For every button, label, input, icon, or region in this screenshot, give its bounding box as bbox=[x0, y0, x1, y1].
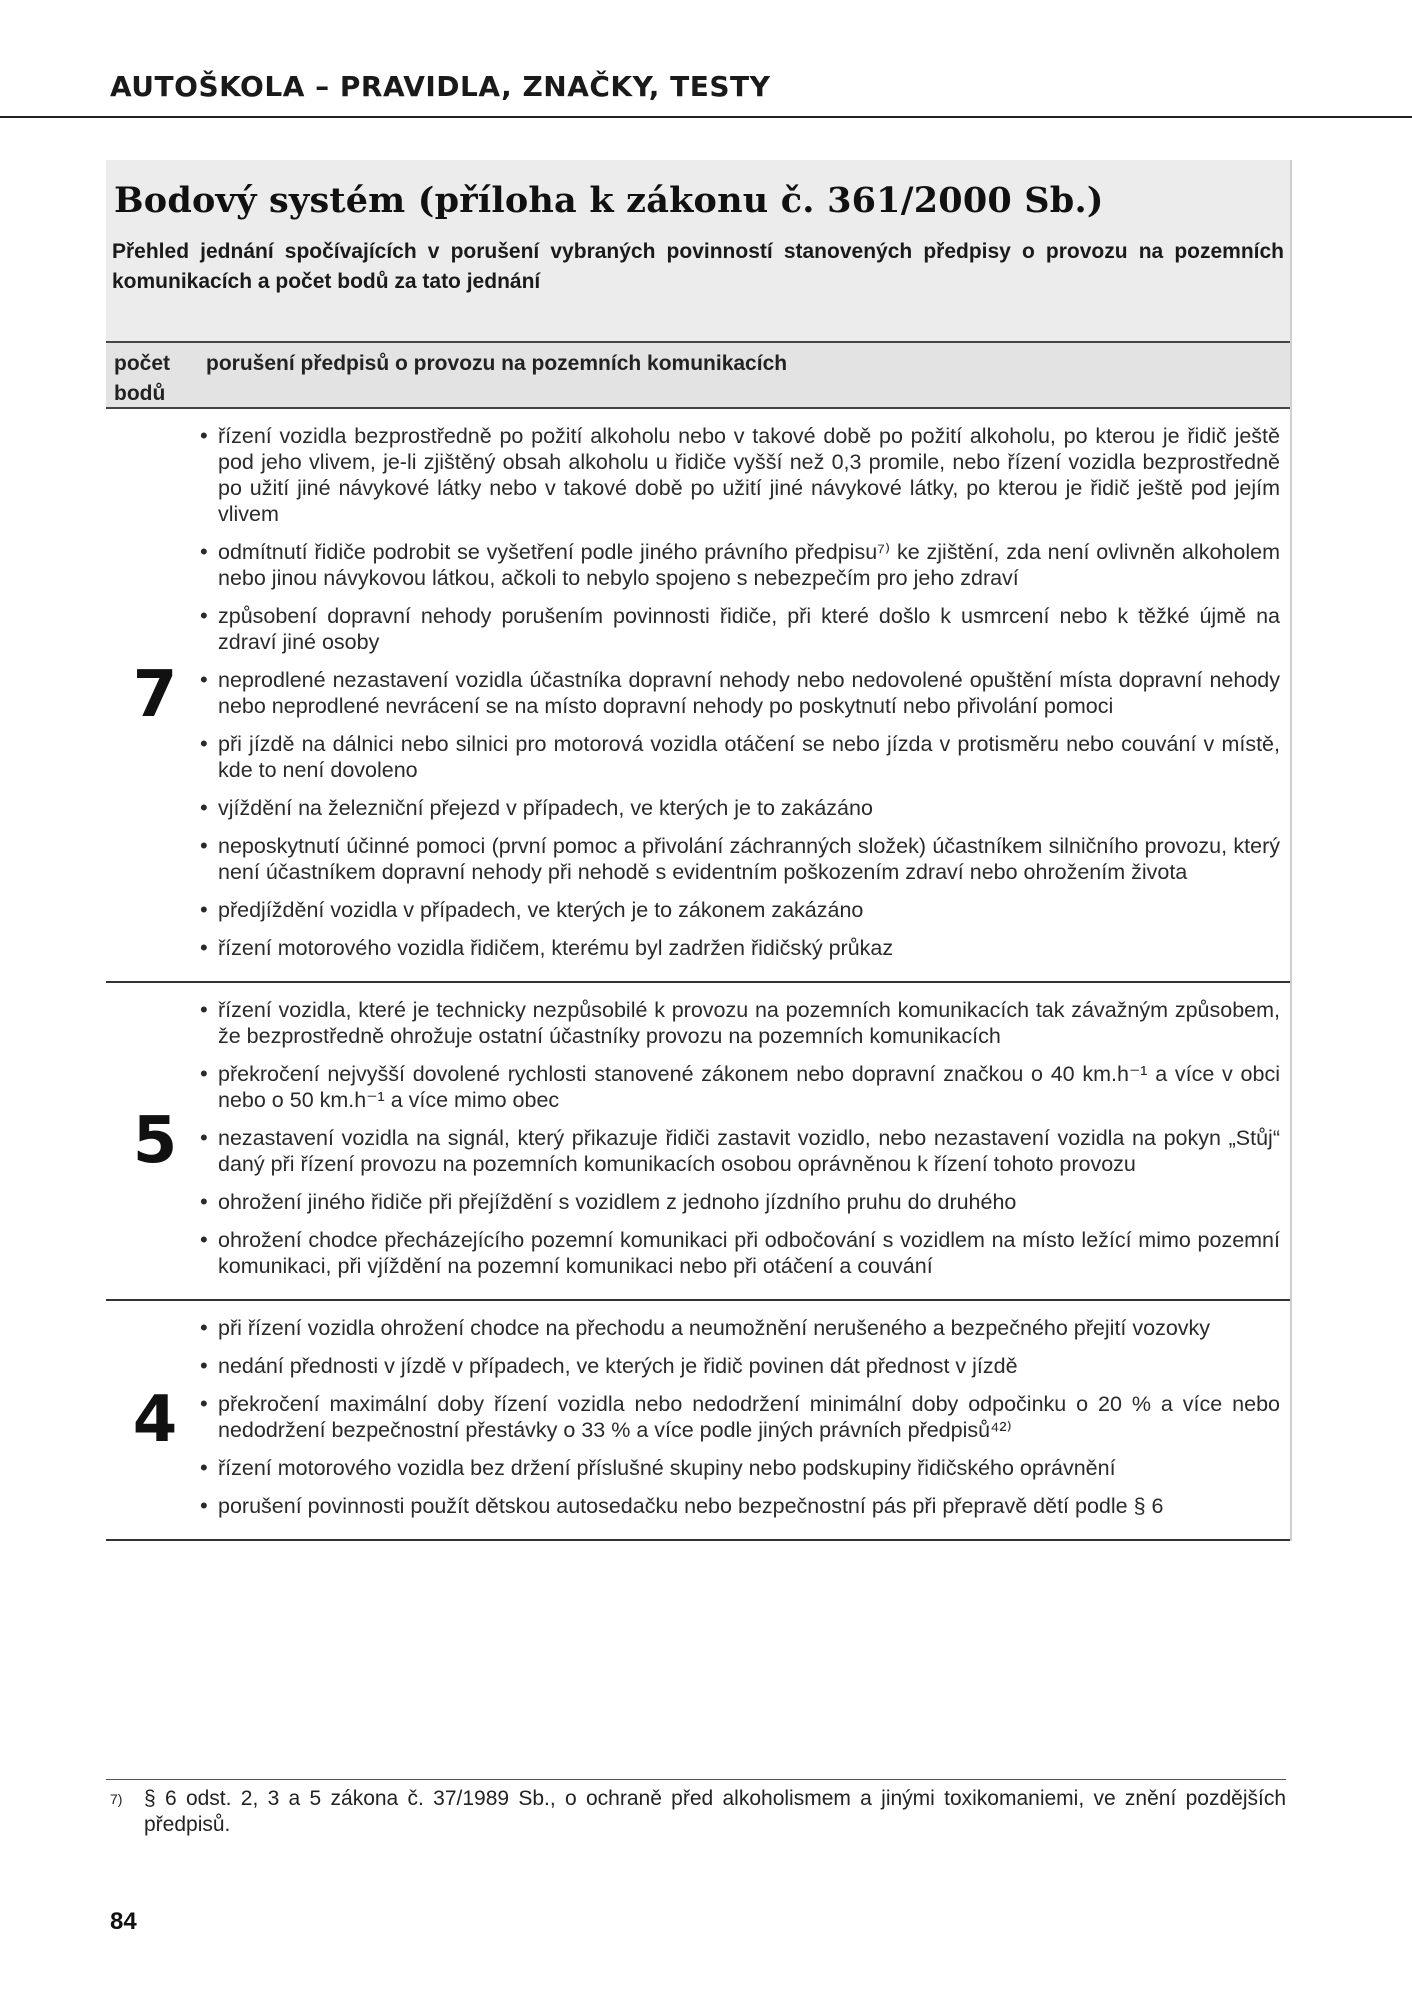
violation-item: • odmítnutí řidiče podrobit se vyšetření podle jiného právního předpisu⁷⁾ ke zjištění, zda není ovlivněn alkoholem nebo jinou návykovou látkou, ačkoli to nebylo spojeno s nebezpečím pro jeho zdraví bbox=[200, 539, 1280, 591]
points-value: 5 bbox=[132, 1104, 178, 1178]
points-section-4 bbox=[106, 1301, 1290, 1541]
violation-item: • ohrožení chodce přecházejícího pozemní komunikaci při odbočování s vozidlem na místo ležící mimo pozemní komunikaci, při vjíždění na pozemní komunikaci nebo při otáčení a couvání bbox=[200, 1227, 1280, 1279]
running-head: AUTOŠKOLA – PRAVIDLA, ZNAČKY, TESTY bbox=[110, 70, 771, 103]
points-header-line1: počet bbox=[114, 352, 171, 375]
violation-item: • při jízdě na dálnici nebo silnici pro motorová vozidla otáčení se nebo jízda v protisměru nebo couvání v místě, kde to není dovoleno bbox=[200, 731, 1280, 783]
table-header bbox=[106, 341, 1290, 409]
points-value: 4 bbox=[132, 1383, 178, 1457]
footnote-mark: 7) bbox=[110, 1791, 123, 1807]
points-section-5 bbox=[106, 983, 1290, 1301]
points-system-box bbox=[106, 160, 1292, 1541]
points-section-7 bbox=[106, 409, 1290, 983]
description-column-header: porušení předpisů o provozu na pozemních komunikacích bbox=[206, 352, 788, 375]
violation-item: • neprodlené nezastavení vozidla účastníka dopravní nehody nebo nedovolené opuštění místa dopravní nehody nebo neprodlené nevrácení se na místo dopravní nehody po poskytnutí nebo přivolání pomoci bbox=[200, 667, 1280, 719]
violation-item: • nezastavení vozidla na signál, který přikazuje řidiči zastavit vozidlo, nebo nezastavení vozidla na pokyn „Stůj“ daný při řízení provozu na pozemních komunikacích osobou oprávněnou k řízení tohoto provozu bbox=[200, 1125, 1280, 1177]
page-number: 84 bbox=[110, 1908, 137, 1935]
violation-item: • překročení nejvyšší dovolené rychlosti stanovené zákonem nebo dopravní značkou o 40 km.h⁻¹ a více v obci nebo o 50 km.h⁻¹ a více mimo obec bbox=[200, 1061, 1280, 1113]
violation-item: • překročení maximální doby řízení vozidla nebo nedodržení minimální doby odpočinku o 20 % a více nebo nedodržení bezpečnostní přestávky o 33 % a více podle jiných právních předpisů⁴²⁾ bbox=[200, 1391, 1280, 1443]
violation-list bbox=[198, 409, 1290, 981]
header-rule bbox=[0, 116, 1412, 118]
violation-item: • neposkytnutí účinné pomoci (první pomoc a přivolání záchranných složek) účastníkem silničního provozu, který není účastníkem dopravní nehody při nehodě s evidentním poškozením zdraví nebo ohrožením života bbox=[200, 833, 1280, 885]
points-value: 7 bbox=[132, 658, 178, 732]
footnote-text: § 6 odst. 2, 3 a 5 zákona č. 37/1989 Sb., o ochraně před alkoholismem a jinými toxikomaniemi, ve znění pozdějších předpisů. bbox=[144, 1787, 1286, 1836]
violation-item: • ohrožení jiného řidiče při přejíždění s vozidlem z jednoho jízdního pruhu do druhého bbox=[200, 1189, 1280, 1215]
violation-item: • řízení vozidla bezprostředně po požití alkoholu nebo v takové době po požití alkoholu, po kterou je řidič ještě pod jeho vlivem, je-li zjištěný obsah alkoholu u řidiče vyšší než 0,3 promile, nebo řízení vozidla bezprostředně po užití jiné návykové látky nebo v takové době po užití jiné návykové látky, po kterou je řidič ještě pod jejím vlivem bbox=[200, 423, 1280, 527]
points-header-line2: bodů bbox=[114, 382, 166, 405]
violation-list bbox=[198, 1301, 1290, 1539]
violation-item: • způsobení dopravní nehody porušením povinnosti řidiče, při které došlo k usmrcení nebo k těžké újmě na zdraví jiné osoby bbox=[200, 603, 1280, 655]
violation-item: • porušení povinnosti použít dětskou autosedačku nebo bezpečnostní pás při přepravě dětí podle § 6 bbox=[200, 1493, 1280, 1519]
box-title: Bodový systém (příloha k zákonu č. 361/2000 Sb.) bbox=[114, 180, 1104, 221]
violation-item: • řízení vozidla, které je technicky nezpůsobilé k provozu na pozemních komunikacích tak závažným způsobem, že bezprostředně ohrožuje ostatní účastníky provozu na pozemních komunikacích bbox=[200, 997, 1280, 1049]
violation-item: • vjíždění na železniční přejezd v případech, ve kterých je to zakázáno bbox=[200, 795, 1280, 821]
points-column-header bbox=[106, 349, 206, 407]
box-subtitle: Přehled jednání spočívajících v porušení vybraných povinností stanovených předpisy o provozu na pozemních komunikacích a počet bodů za tato jednání bbox=[112, 240, 1284, 293]
violation-item: • řízení motorového vozidla řidičem, kterému byl zadržen řidičský průkaz bbox=[200, 935, 1280, 961]
footnote-rule bbox=[106, 1779, 1286, 1780]
violation-item: • nedání přednosti v jízdě v případech, ve kterých je řidič povinen dát přednost v jízdě bbox=[200, 1353, 1280, 1379]
footnote bbox=[110, 1786, 1286, 1838]
violation-item: • řízení motorového vozidla bez držení příslušné skupiny nebo podskupiny řidičského oprávnění bbox=[200, 1455, 1280, 1481]
box-intro bbox=[106, 160, 1290, 341]
violation-item: • při řízení vozidla ohrožení chodce na přechodu a neumožnění nerušeného a bezpečného přejití vozovky bbox=[200, 1315, 1280, 1341]
violation-list bbox=[198, 983, 1290, 1299]
violation-item: • předjíždění vozidla v případech, ve kterých je to zákonem zakázáno bbox=[200, 897, 1280, 923]
